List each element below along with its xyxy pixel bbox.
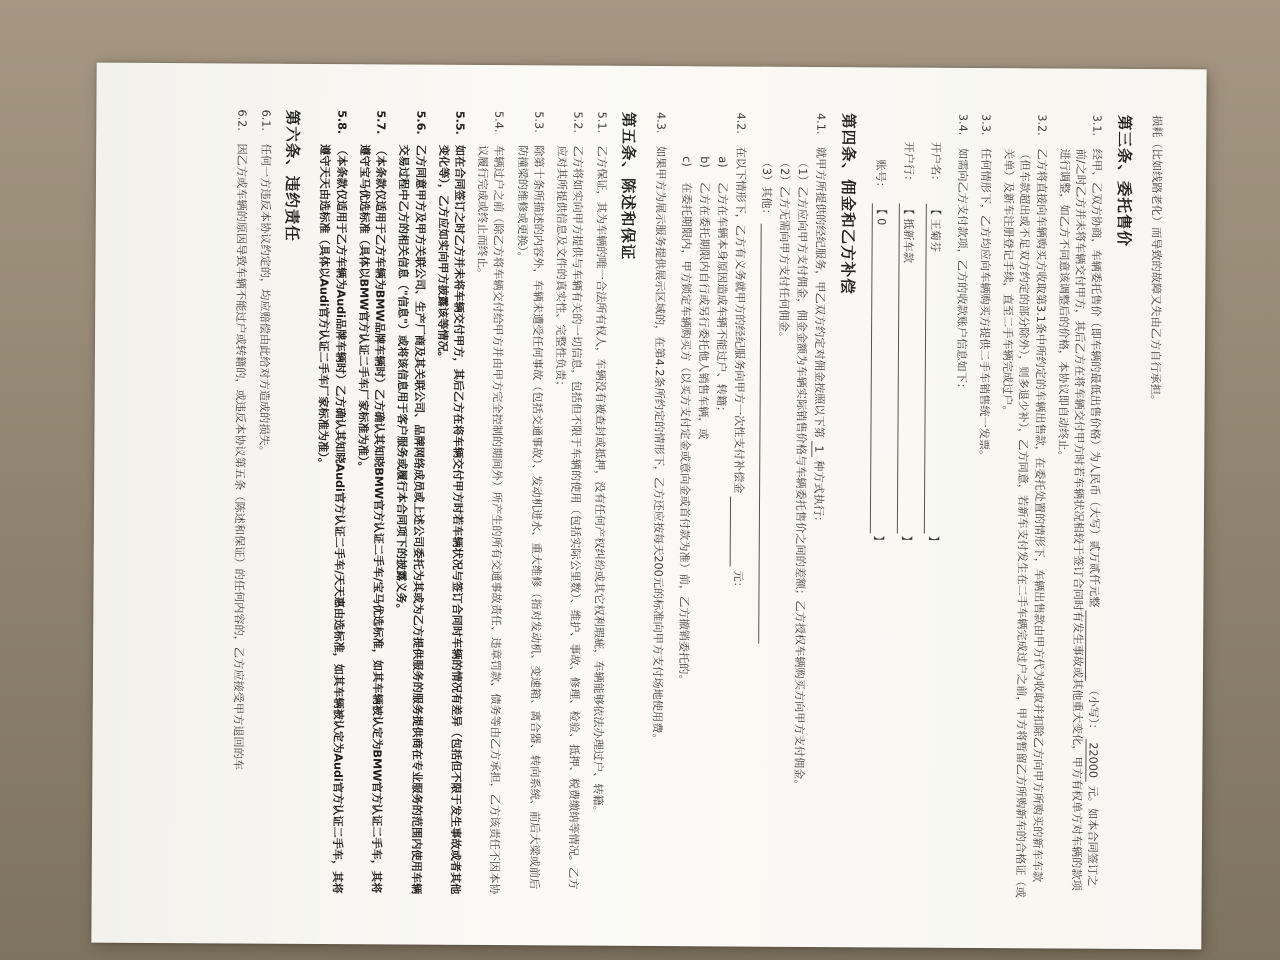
option-label: （3） bbox=[759, 156, 773, 187]
clause-number: 4.2. bbox=[734, 112, 748, 134]
option-label: （1） bbox=[795, 156, 810, 187]
section3-title: 第三条、委托售价 bbox=[1114, 114, 1134, 247]
account-bank-label: 开户行： bbox=[901, 141, 915, 187]
blank-line bbox=[1085, 611, 1098, 681]
clause-4-1 bbox=[751, 113, 829, 897]
clause-5-1 bbox=[588, 112, 609, 896]
bracket-close: 】 bbox=[899, 535, 913, 547]
clause-number: 5.4. bbox=[492, 111, 506, 133]
option-2 bbox=[771, 157, 792, 897]
clause-number: 3.4. bbox=[955, 113, 970, 136]
clause-number: 6.2. bbox=[235, 109, 249, 131]
section4-title: 第四条、佣金和乙方补偿 bbox=[838, 113, 858, 295]
clause-text: （本条款仅适用于乙方车辆为BMW品牌车辆时）乙方确认其知晓BMW官方认证二手车/宝马优选标准，如其车辆被认定为BMW官方认证二手车，其将遵守宝马优选标准（具体以BMW官方认证二手车厂家标准为准）。 bbox=[356, 144, 388, 894]
section5-title: 第五条、陈述和保证 bbox=[618, 111, 638, 261]
amount-field: 22000 bbox=[1086, 738, 1100, 782]
clause-number: 5.8. bbox=[334, 110, 349, 135]
clause-text: 因乙方或车辆的原因导致车辆不能过户或转籍的，或违反本协议第五条（陈述和保证）的任何内容的，乙方应接受甲方退回的车 bbox=[231, 143, 249, 771]
clause-4-3 bbox=[648, 112, 669, 896]
clause-3-1 bbox=[1051, 114, 1104, 898]
clause-number: 5.6. bbox=[413, 110, 427, 135]
clause-text: 乙方同意甲方及甲方关联公司、生产厂商及其关联公司、品牌网络成员或上述公司委托为其或为乙方提供服务的服务提供商在专业服务的范围内使用车辆交易过程中乙方的相关信息（"信息"）或将该信息用于客户服务或履行本合同项下的披露义务。 bbox=[394, 144, 427, 895]
clause-6-2 bbox=[229, 109, 250, 893]
clause-6-1 bbox=[252, 110, 273, 894]
clause-text: 如果甲方为展示服务提供展示区域的，在第4.2条所约定的情形下，乙方还应按每天200元的标准向甲方支付场地使用费。 bbox=[650, 146, 668, 745]
contract-page bbox=[91, 63, 1206, 950]
clause-text: 经甲、乙双方协商，车辆委托售价（即车辆的最低出售价格）为人民币（大写）贰万贰仟元整 bbox=[1087, 148, 1104, 608]
clause-number: 5.3. bbox=[532, 111, 546, 133]
clause-number: 3.2. bbox=[1034, 114, 1048, 136]
option-text: 乙方在委托期限内自行或另行委托他人销售车辆，或 bbox=[696, 182, 711, 440]
intro-line: 损耗（比如线路老化）而导致的故障又失由乙方自行承担。 bbox=[1148, 115, 1164, 407]
choice-field: 1 bbox=[812, 441, 826, 456]
option-text: 乙方无需向甲方支付任何佣金。 bbox=[776, 186, 791, 343]
clause-text: 种方式执行： bbox=[812, 460, 826, 528]
clause-4-2 bbox=[671, 112, 749, 896]
clause-3-2 bbox=[996, 114, 1049, 898]
option-3 bbox=[753, 157, 774, 897]
option-label: c) bbox=[679, 156, 693, 167]
clause-number: 5.7. bbox=[374, 110, 388, 135]
clause-text: 在以下情形下，乙方有义务就甲方的经纪服务向甲方一次性支付补偿金 bbox=[732, 146, 748, 494]
account-holder-row bbox=[922, 142, 944, 898]
account-bank-row bbox=[895, 142, 917, 898]
clause-5-6 bbox=[391, 110, 428, 894]
account-bank-value: 【 抵新车款 bbox=[897, 204, 916, 534]
account-number-value: 【 0 bbox=[870, 203, 889, 533]
option-label: （2） bbox=[777, 156, 791, 187]
clause-number: 4.1. bbox=[814, 113, 828, 135]
clause-5-4 bbox=[470, 111, 507, 895]
bracket-close: 】 bbox=[872, 535, 886, 547]
clause-text: 任何情形下，乙方均应向车辆购买方提供二手车销售统一发票。 bbox=[977, 148, 993, 462]
clause-text: 如需向乙方支付款项，乙方的收款账户信息如下： bbox=[954, 147, 969, 395]
option-text: 乙方应向甲方支付佣金，佣金金额为车辆实际销售价格与车辆委托售价之间的差额；乙方授权车辆购买方向甲方支付佣金。 bbox=[792, 186, 809, 791]
clause-text: 乙方保证，其为车辆的唯一合法所有权人，车辆没有被查封或抵押，没有任何产权纠纷或其它权利瑕疵，车辆能够依法办理过户、转籍。 bbox=[590, 145, 608, 817]
clause-text: 车辆过户之前（除乙方将车辆交付给甲方并由甲方完全控制的期间外）所产生的所有交通事故责任、违章罚款、债务等由乙方承担，乙方该责任不因本协议履行完成或终止而终止。 bbox=[475, 144, 506, 895]
clause-3-4 bbox=[949, 114, 970, 898]
clause-number: 6.1. bbox=[258, 109, 273, 132]
option-c bbox=[673, 156, 694, 896]
bracket-close: 】 bbox=[926, 535, 940, 547]
clause-text: 乙方将直接向车辆购买方收取第3.1条中所约定的车辆出售款，在委托处置的情形下，车辆出售款由甲方代为收取并扣除乙方向甲方所购买的新车车款（但车款超出或不足双方约定的部分除外），则多退少补），乙方同意，若新车支付发生在二手车辆完成过户之前，甲方将暂留乙方所购新车的合格证（或关单）及新车注册登记手续，直至二手车辆完成过户。 bbox=[1000, 148, 1048, 898]
clause-5-5 bbox=[430, 111, 467, 895]
clause-text: 任何一方违反本协议约定的，均应赔偿由此给对方造成的损失。 bbox=[256, 143, 272, 457]
clause-5-2 bbox=[549, 111, 586, 895]
clause-text: 乙方将如实向甲方提供与车辆有关的一切信息，包括但不限于车辆的使用（包括实际公里数）、维护、事故、修理、检验、抵押、税费缴纳等情况。乙方应对其所提供信息及文件的真实性、完整性负责； bbox=[553, 145, 585, 890]
clause-number: 5.5. bbox=[453, 110, 467, 135]
account-holder-label: 开户名： bbox=[928, 141, 943, 187]
clause-text: （本条款仅适用于乙方车辆为Audi品牌车辆时）乙方确认其知晓Audi官方认证二手车/天天惠由选标准，如其车辆被认定为Audi官方认证二手车，其将遵守天天由选标准（具体以Audi官方认证二手车厂家标准为准）。 bbox=[316, 143, 348, 894]
contract-content bbox=[192, 63, 1207, 949]
clause-5-8 bbox=[312, 110, 349, 894]
blank-line bbox=[730, 497, 743, 567]
clause-number: 4.3. bbox=[654, 112, 668, 134]
option-text: 在委托期限内，甲方锁定车辆购买方（以买方支付定金或意向金或首付款为准）前，乙方撤销委托的。 bbox=[676, 182, 693, 686]
clause-text: （小写）： bbox=[1086, 684, 1101, 735]
clause-number: 3.1. bbox=[1090, 114, 1104, 137]
option-b bbox=[691, 156, 712, 896]
option-text: 其他： bbox=[759, 186, 773, 220]
clause-text: 除第十条所描述的内容外，车辆未遭受任何事故（包括交通事故）、发动机进水、重大维修（指对发动机、变速箱、离合器、转向系统、前后大梁或前后防撞梁的维修或更换）。 bbox=[515, 145, 546, 890]
clause-text: 元。如本合同签订之前/之时乙方并未将车辆交付甲方，其后乙方在将车辆交付甲方时若车辆状况相较于签订合同时有发生事故或其他重大变化，甲方有权单方对车辆的款项进行调整，如乙方不同意该调整后的价格，本协议即自动终止。 bbox=[1056, 148, 1100, 891]
clause-text: 如在合同签订之时乙方并未将车辆交付甲方，其后乙方在将车辆交付甲方时若车辆状况与签订合同时车辆的情况有差异（包括但不限于发生事故或者其他变化等），乙方应如实向甲方披露该等情况。 bbox=[435, 144, 467, 895]
clause-3-3 bbox=[972, 114, 993, 898]
section6-title: 第六条、违约责任 bbox=[282, 109, 302, 242]
account-holder-value: 【 王菊芬 bbox=[924, 204, 943, 534]
clause-text: 元： bbox=[731, 570, 745, 593]
option-a bbox=[709, 156, 730, 896]
account-number-row bbox=[867, 141, 889, 897]
option-label: b) bbox=[697, 156, 711, 168]
option-1 bbox=[789, 157, 810, 897]
clause-5-7 bbox=[351, 110, 388, 894]
rotated-text-frame bbox=[91, 63, 1206, 950]
clause-number: 5.2. bbox=[571, 111, 585, 133]
blank-line bbox=[758, 224, 774, 644]
option-label: a) bbox=[716, 156, 730, 168]
clause-number: 5.1. bbox=[594, 111, 609, 134]
clause-5-3 bbox=[509, 111, 546, 895]
option-text: 乙方在车辆本身原因造成车辆不能过户、转籍； bbox=[714, 182, 730, 418]
clause-number: 3.3. bbox=[979, 114, 993, 136]
account-number-label: 账号： bbox=[874, 159, 888, 194]
clause-text: 就甲方所提供的经纪服务，甲乙双方约定对佣金按照以下第 bbox=[812, 147, 828, 438]
